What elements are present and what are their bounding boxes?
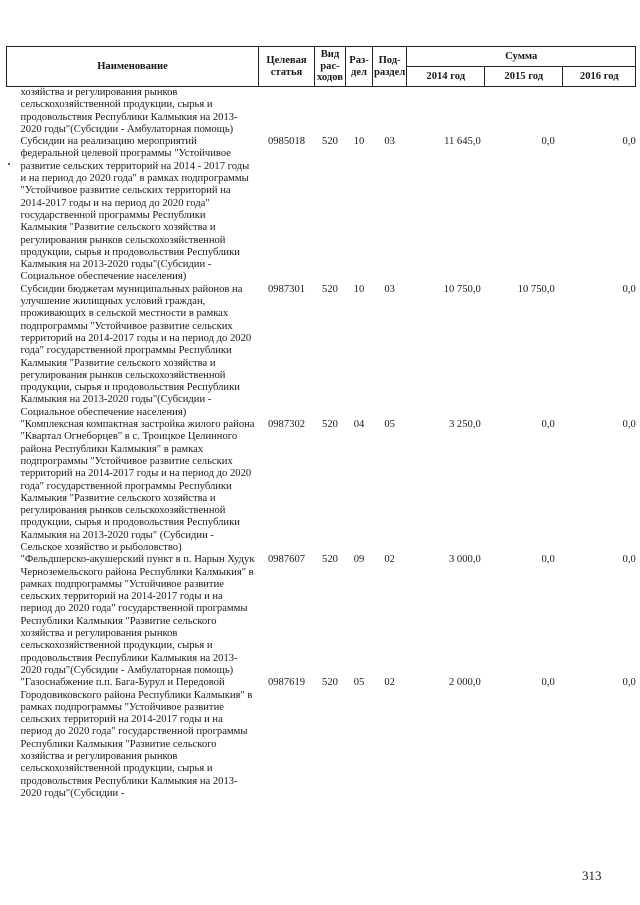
budget-table: [6, 46, 636, 800]
row-expense-kind: 520: [322, 419, 338, 431]
row-section: [346, 87, 373, 137]
row-sum-2014: 3 000,0: [448, 554, 481, 566]
row-subsection: 03: [384, 283, 395, 295]
row-target-article: 0985018: [267, 136, 306, 148]
row-sum-2016: 0,0: [622, 283, 636, 295]
row-sum-2016: 0,0: [622, 554, 636, 566]
table-row: [7, 419, 636, 554]
row-expense-kind: 520: [322, 136, 338, 148]
row-sum-2015: [485, 87, 563, 137]
table-row: [7, 677, 636, 800]
row-expense-kind: [315, 87, 346, 137]
row-expense-kind: 520: [322, 554, 338, 566]
row-name: хозяйства и регулирования рынков сельскохозяйственной продукции, сырья и продовольствия Республики Калмыкия на 2013-2020 годы"(Субсидии - Амбулаторная помощь): [20, 87, 238, 135]
row-sum-2014: 3 250,0: [448, 419, 481, 431]
header-subsection: Под-раздел: [373, 47, 407, 87]
row-name: Субсидии бюджетам муниципальных районов на улучшение жилищных условий граждан, проживающих в сельской местности в рамках подпрограммы "Устойчивое развитие сельских территорий на 2014-2017 годы и на период до 2020 года" государственной программы Республики Калмыкия "Развитие сельского хозяйства и регулирования рынков сельскохозяйственной продукции, сырья и продовольствия Республики Калмыкия на 2013-2020 годы"(Субсидии - Социальное обеспечение населения): [20, 283, 252, 418]
row-expense-kind: 520: [322, 677, 338, 689]
table-row: [7, 87, 636, 137]
header-section: Раз-дел: [346, 47, 373, 87]
table-body: [7, 87, 636, 801]
row-sum-2015: 0,0: [541, 136, 555, 148]
row-name: Субсидии на реализацию мероприятий федеральной целевой программы "Устойчивое развитие сельских территорий на 2014 - 2017 годы и на период до 2020 года" в рамках подпрограммы "Устойчивое развитие сельских территорий на 2014-2017 годы и на период до 2020 года" государственной программы Республики Калмыкия "Развитие сельского хозяйства и регулирования рынков сельскохозяйственной продукции, сырья и продовольствия Республики Калмыкия на 2013-2020 годы"(Субсидии - Социальное обеспечение населения): [20, 136, 250, 283]
row-section: 10: [353, 283, 365, 295]
row-sum-2016: [563, 87, 636, 137]
row-target-article: 0987302: [267, 419, 306, 431]
row-section: 10: [353, 136, 365, 148]
row-sum-2016: 0,0: [622, 136, 636, 148]
row-expense-kind: 520: [322, 283, 338, 295]
row-sum-2015: 10 750,0: [517, 283, 555, 295]
header-year-2015: 2015 год: [485, 67, 563, 87]
row-target-article: 0987301: [267, 283, 306, 295]
row-section: 04: [353, 419, 365, 431]
row-sum-2014: 11 645,0: [444, 136, 481, 148]
row-subsection: 02: [384, 554, 395, 566]
row-subsection: 03: [384, 136, 395, 148]
row-sum-2014: 10 750,0: [443, 283, 481, 295]
row-subsection: 05: [384, 419, 395, 431]
table-row: [7, 136, 636, 284]
header-sum: Сумма: [407, 47, 636, 67]
row-sum-2014: 2 000,0: [448, 677, 481, 689]
row-sum-2015: 0,0: [541, 554, 555, 566]
header-year-2016: 2016 год: [563, 67, 636, 87]
row-subsection: [373, 87, 407, 137]
header-target-article: Целевая статья: [259, 47, 315, 87]
table-row: [7, 284, 636, 419]
row-sum-2015: 0,0: [541, 677, 555, 689]
row-sum-2016: 0,0: [622, 677, 636, 689]
row-target-article: 0987607: [267, 554, 306, 566]
row-sum-2015: 0,0: [541, 419, 555, 431]
row-subsection: 02: [384, 677, 395, 689]
page-number: 313: [582, 868, 602, 883]
row-name: "Комплексная компактная застройка жилого района "Квартал Огнеборцев" в с. Троицкое Целинного района Республики Калмыкия" в рамках подпрограммы "Устойчивое развитие сельских территорий на 2014-2017 годы и на период до 2020 года" государственной программы Республики Калмыкия "Развитие сельского хозяйства и регулирования рынков сельскохозяйственной продукции, сырья и продовольствия Республики Калмыкия на 2013-2020 годы" (Субсидии - Сельское хозяйство и рыболовство): [20, 419, 255, 553]
header-year-2014: 2014 год: [407, 67, 485, 87]
row-section: 09: [353, 554, 365, 566]
row-section: 05: [353, 677, 365, 689]
header-name: Наименование: [7, 47, 259, 87]
row-target-article: 0987619: [267, 677, 306, 689]
row-name: "Газоснабжение п.п. Бага-Бурул и Передовой Городовиковского района Республики Калмыкия" в рамках подпрограммы "Устойчивое развитие сельских территорий на 2014-2017 годы и на период до 2020 года" государственной программы Республики Калмыкия "Развитие сельского хозяйства и регулирования рынков сельскохозяйственной продукции, сырья и продовольствия Республики Калмыкия на 2013-2020 годы"(Субсидии -: [20, 677, 253, 799]
table-row: [7, 554, 636, 677]
row-sum-2014: [407, 87, 485, 137]
row-sum-2016: 0,0: [622, 419, 636, 431]
row-name: "Фельдшерско-акушерский пункт в п. Нарын Худук Черноземельского района Республики Калмыкия" в рамках подпрограммы "Устойчивое развитие сельских территорий на 2014-2017 годы и на период до 2020 года" государственной программы Республики Калмыкия "Развитие сельского хозяйства и регулирования рынков сельскохозяйственной продукции, сырья и продовольствия Республики Калмыкия на 2013-2020 годы"(Субсидии - Амбулаторная помощь): [20, 554, 255, 676]
table-header: [7, 47, 636, 87]
row-target-article: [259, 87, 315, 137]
header-expense-kind: Вид рас-ходов: [315, 47, 346, 87]
